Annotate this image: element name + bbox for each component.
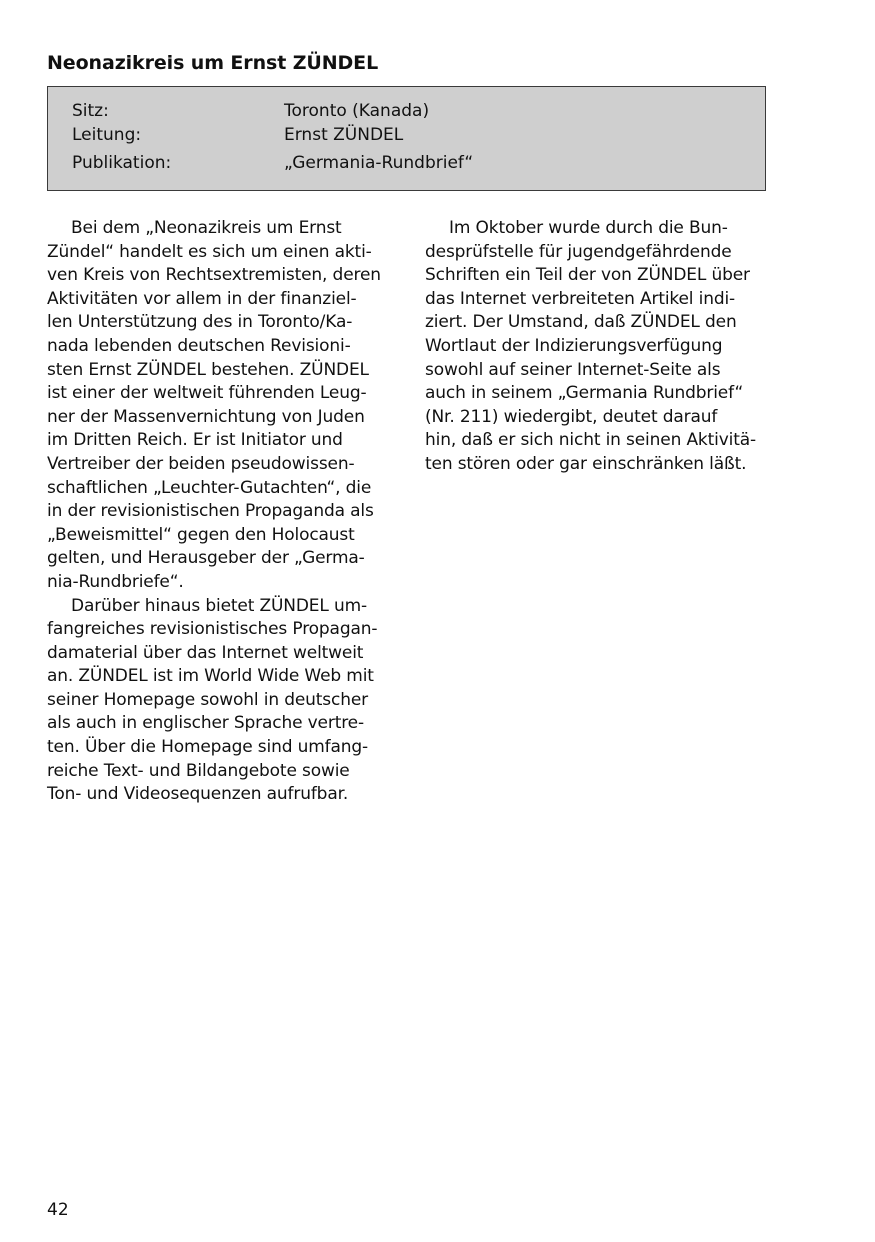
text-line: das Internet verbreiteten Artikel indi- xyxy=(425,288,736,309)
info-value: „Germania-Rundbrief“ xyxy=(284,153,474,173)
text-line: ten. Über die Homepage sind umfang- xyxy=(47,737,368,758)
text-line: ven Kreis von Rechtsextremisten, deren xyxy=(47,265,381,286)
text-line: in der revisionistischen Propaganda als xyxy=(47,501,374,522)
text-line: fangreiches revisionistisches Propagan- xyxy=(47,619,378,640)
paragraph xyxy=(47,217,395,595)
text-line: sowohl auf seiner Internet-Seite als xyxy=(425,359,721,380)
text-line: len Unterstützung des in Toronto/Ka- xyxy=(47,312,353,333)
text-line: Zündel“ handelt es sich um einen akti- xyxy=(47,241,372,262)
text-line: (Nr. 211) wiedergibt, deutet darauf xyxy=(425,406,718,427)
text-line: ten stören oder gar einschränken läßt. xyxy=(425,453,747,474)
right-text-column xyxy=(425,217,773,477)
text-line: Bei dem „Neonazikreis um Ernst xyxy=(71,218,342,238)
info-label: Publikation: xyxy=(72,153,172,173)
text-line: Wortlaut der Indizierungsverfügung xyxy=(425,335,723,356)
text-line: Schriften ein Teil der von ZÜNDEL über xyxy=(425,265,750,286)
info-label: Leitung: xyxy=(72,125,142,145)
text-line: nada lebenden deutschen Revisioni- xyxy=(47,335,351,356)
text-line: gelten, und Herausgeber der „Germa- xyxy=(47,548,365,569)
page-number: 42 xyxy=(47,1200,69,1220)
text-line: reiche Text- und Bildangebote sowie xyxy=(47,760,350,781)
text-line: ziert. Der Umstand, daß ZÜNDEL den xyxy=(425,312,737,333)
left-text-column xyxy=(47,217,395,807)
info-label: Sitz: xyxy=(72,101,109,121)
text-line: im Dritten Reich. Er ist Initiator und xyxy=(47,430,343,451)
text-line: schaftlichen „Leuchter-Gutachten“, die xyxy=(47,477,372,498)
text-line: Vertreiber der beiden pseudowissen- xyxy=(47,453,355,474)
text-line: ist einer der weltweit führenden Leug- xyxy=(47,383,367,404)
text-line: sten Ernst ZÜNDEL bestehen. ZÜNDEL xyxy=(47,359,369,380)
text-line: „Beweismittel“ gegen den Holocaust xyxy=(47,524,355,545)
paragraph xyxy=(47,595,395,807)
page-title: Neonazikreis um Ernst ZÜNDEL xyxy=(47,52,379,74)
text-line: auch in seinem „Germania Rundbrief“ xyxy=(425,383,744,404)
text-line: Darüber hinaus bietet ZÜNDEL um- xyxy=(71,595,367,616)
info-value: Ernst ZÜNDEL xyxy=(284,125,404,145)
text-line: nia-Rundbriefe“. xyxy=(47,571,184,592)
info-box xyxy=(47,86,766,191)
text-line: als auch in englischer Sprache vertre- xyxy=(47,713,364,734)
text-line: damaterial über das Internet weltweit xyxy=(47,642,364,663)
info-value: Toronto (Kanada) xyxy=(284,101,430,121)
text-line: hin, daß er sich nicht in seinen Aktivitä- xyxy=(425,430,756,451)
text-line: Aktivitäten vor allem in der finanziel- xyxy=(47,288,357,309)
paragraph xyxy=(425,217,773,477)
text-line: Ton- und Videosequenzen aufrufbar. xyxy=(47,784,349,805)
text-line: seiner Homepage sowohl in deutscher xyxy=(47,689,368,710)
text-line: ner der Massenvernichtung von Juden xyxy=(47,406,365,427)
text-line: Im Oktober wurde durch die Bun- xyxy=(449,218,728,238)
text-line: an. ZÜNDEL ist im World Wide Web mit xyxy=(47,666,374,687)
text-line: desprüfstelle für jugendgefährdende xyxy=(425,241,732,262)
